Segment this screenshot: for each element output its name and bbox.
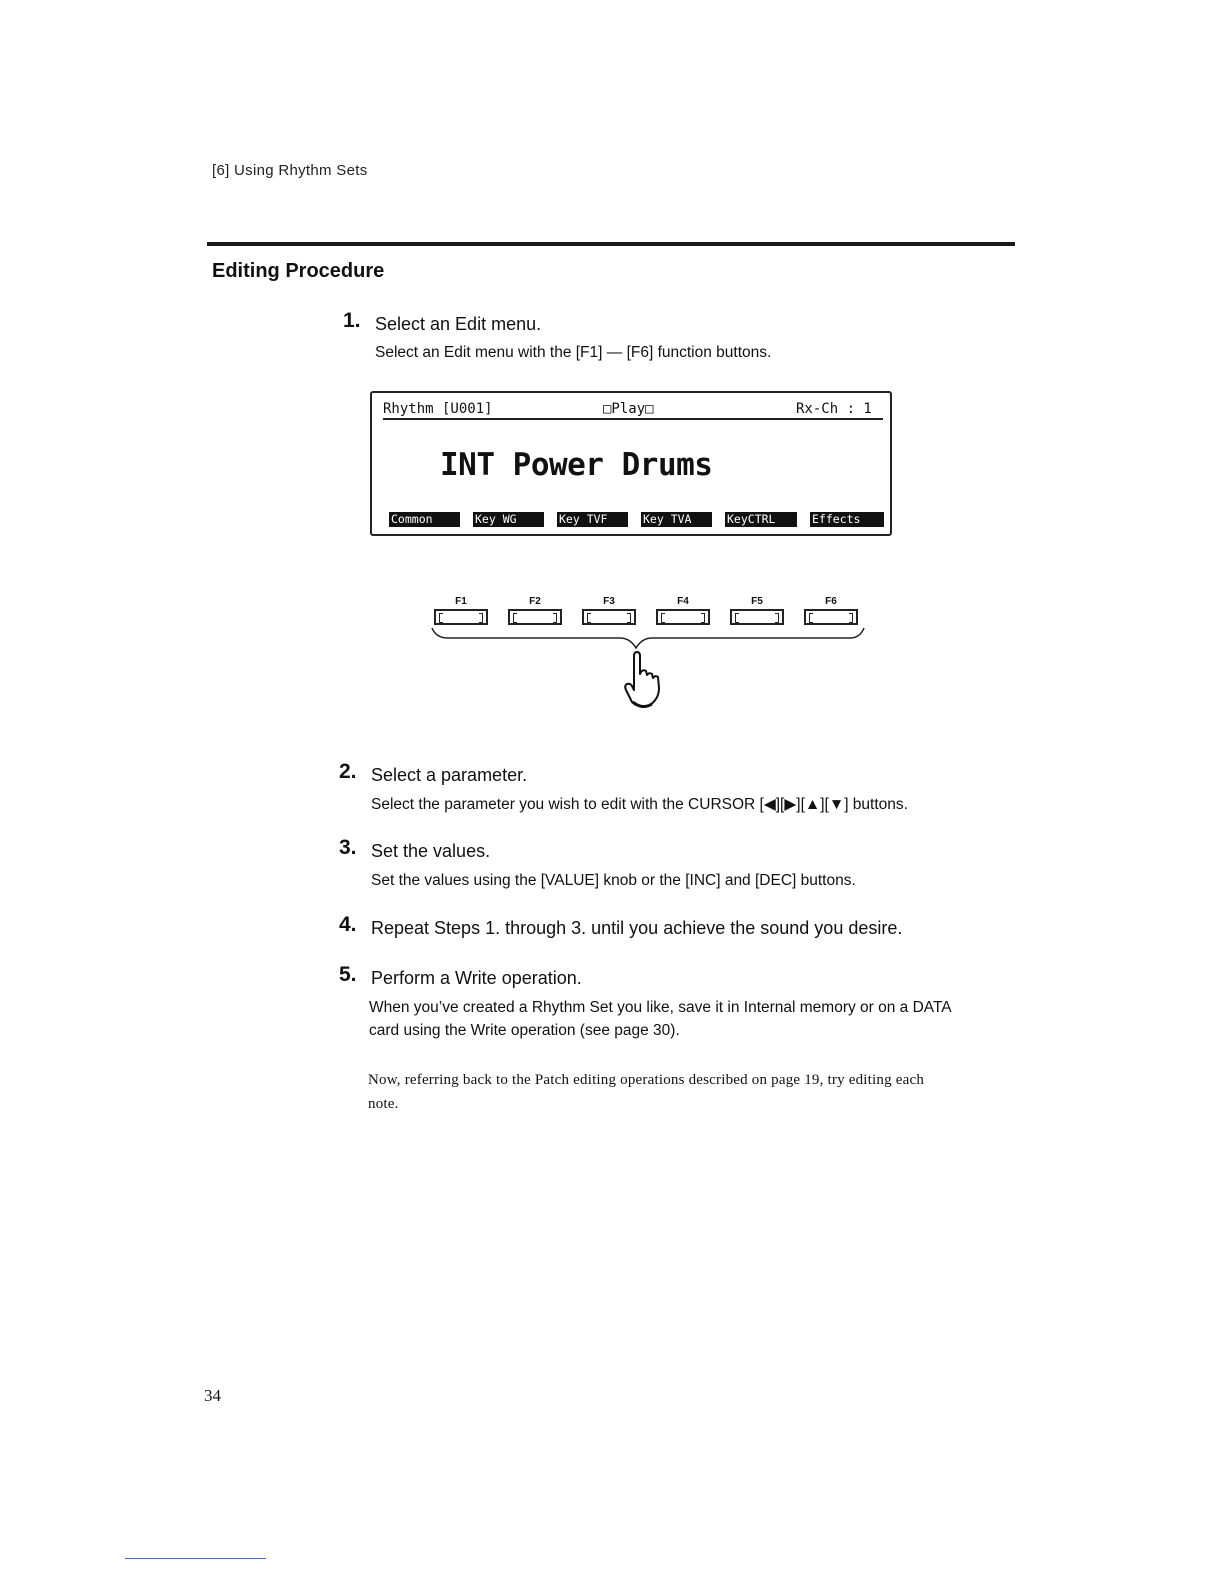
lcd-rx-channel: Rx-Ch : 1 [796, 401, 872, 417]
lcd-tab-key-wg[interactable]: Key WG [473, 512, 544, 527]
lcd-tab-keyctrl[interactable]: KeyCTRL [725, 512, 797, 527]
lcd-tab-common[interactable]: Common [389, 512, 460, 527]
lcd-status-bar [383, 400, 883, 420]
page-number: 34 [204, 1386, 221, 1405]
lcd-tab-key-tvf[interactable]: Key TVF [557, 512, 628, 527]
step-2-title: Select a parameter. [371, 765, 528, 785]
lcd-tab-effects[interactable]: Effects [810, 512, 884, 527]
pointing-hand-icon [625, 652, 659, 707]
step-4-title: Repeat Steps 1. through 3. until you achieve the sound you desire. [371, 918, 903, 938]
lcd-tab-bar [389, 512, 884, 528]
lcd-mode-label: □Play□ [603, 401, 654, 417]
section-rule [207, 242, 1015, 246]
footer-line [125, 1558, 266, 1559]
f4-label: F4 [677, 596, 689, 607]
function-button-diagram [430, 594, 870, 714]
step-2-number: 2. [339, 760, 357, 783]
step-1-number: 1. [343, 309, 361, 332]
step-4-number: 4. [339, 913, 357, 936]
lcd-rhythm-label: Rhythm [U001] [383, 401, 493, 417]
step-5-title: Perform a Write operation. [371, 968, 582, 988]
f6-label: F6 [825, 596, 837, 607]
step-1-title: Select an Edit menu. [375, 314, 542, 334]
f1-label: F1 [455, 596, 467, 607]
bracket-and-hand-diagram [430, 594, 870, 714]
step-2-desc: Select the parameter you wish to edit with the CURSOR [◀][▶][▲][▼] buttons. [371, 796, 908, 813]
running-header: [6] Using Rhythm Sets [212, 162, 368, 179]
f3-label: F3 [603, 596, 615, 607]
f5-label: F5 [751, 596, 763, 607]
step-3-desc: Set the values using the [VALUE] knob or the [INC] and [DEC] buttons. [371, 872, 856, 889]
step-1-desc: Select an Edit menu with the [F1] — [F6] function buttons. [375, 344, 772, 361]
lcd-rhythm-name: INT Power Drums [440, 447, 713, 483]
lcd-tab-key-tva[interactable]: Key TVA [641, 512, 712, 527]
f2-label: F2 [529, 596, 541, 607]
closing-note [368, 1068, 1013, 1116]
step-3-number: 3. [339, 836, 357, 859]
step-5-desc-line2: card using the Write operation (see page 30). [369, 1022, 680, 1039]
closing-note-line2: note. [368, 1096, 399, 1112]
closing-note-line1: Now, referring back to the Patch editing operations described on page 19, try editing each [368, 1072, 925, 1088]
section-title: Editing Procedure [212, 260, 385, 282]
step-3-title: Set the values. [371, 841, 491, 861]
step-5-number: 5. [339, 963, 357, 986]
step-5-desc-line1: When you’ve created a Rhythm Set you like, save it in Internal memory or on a DATA [369, 999, 952, 1016]
lcd-display [370, 391, 892, 536]
